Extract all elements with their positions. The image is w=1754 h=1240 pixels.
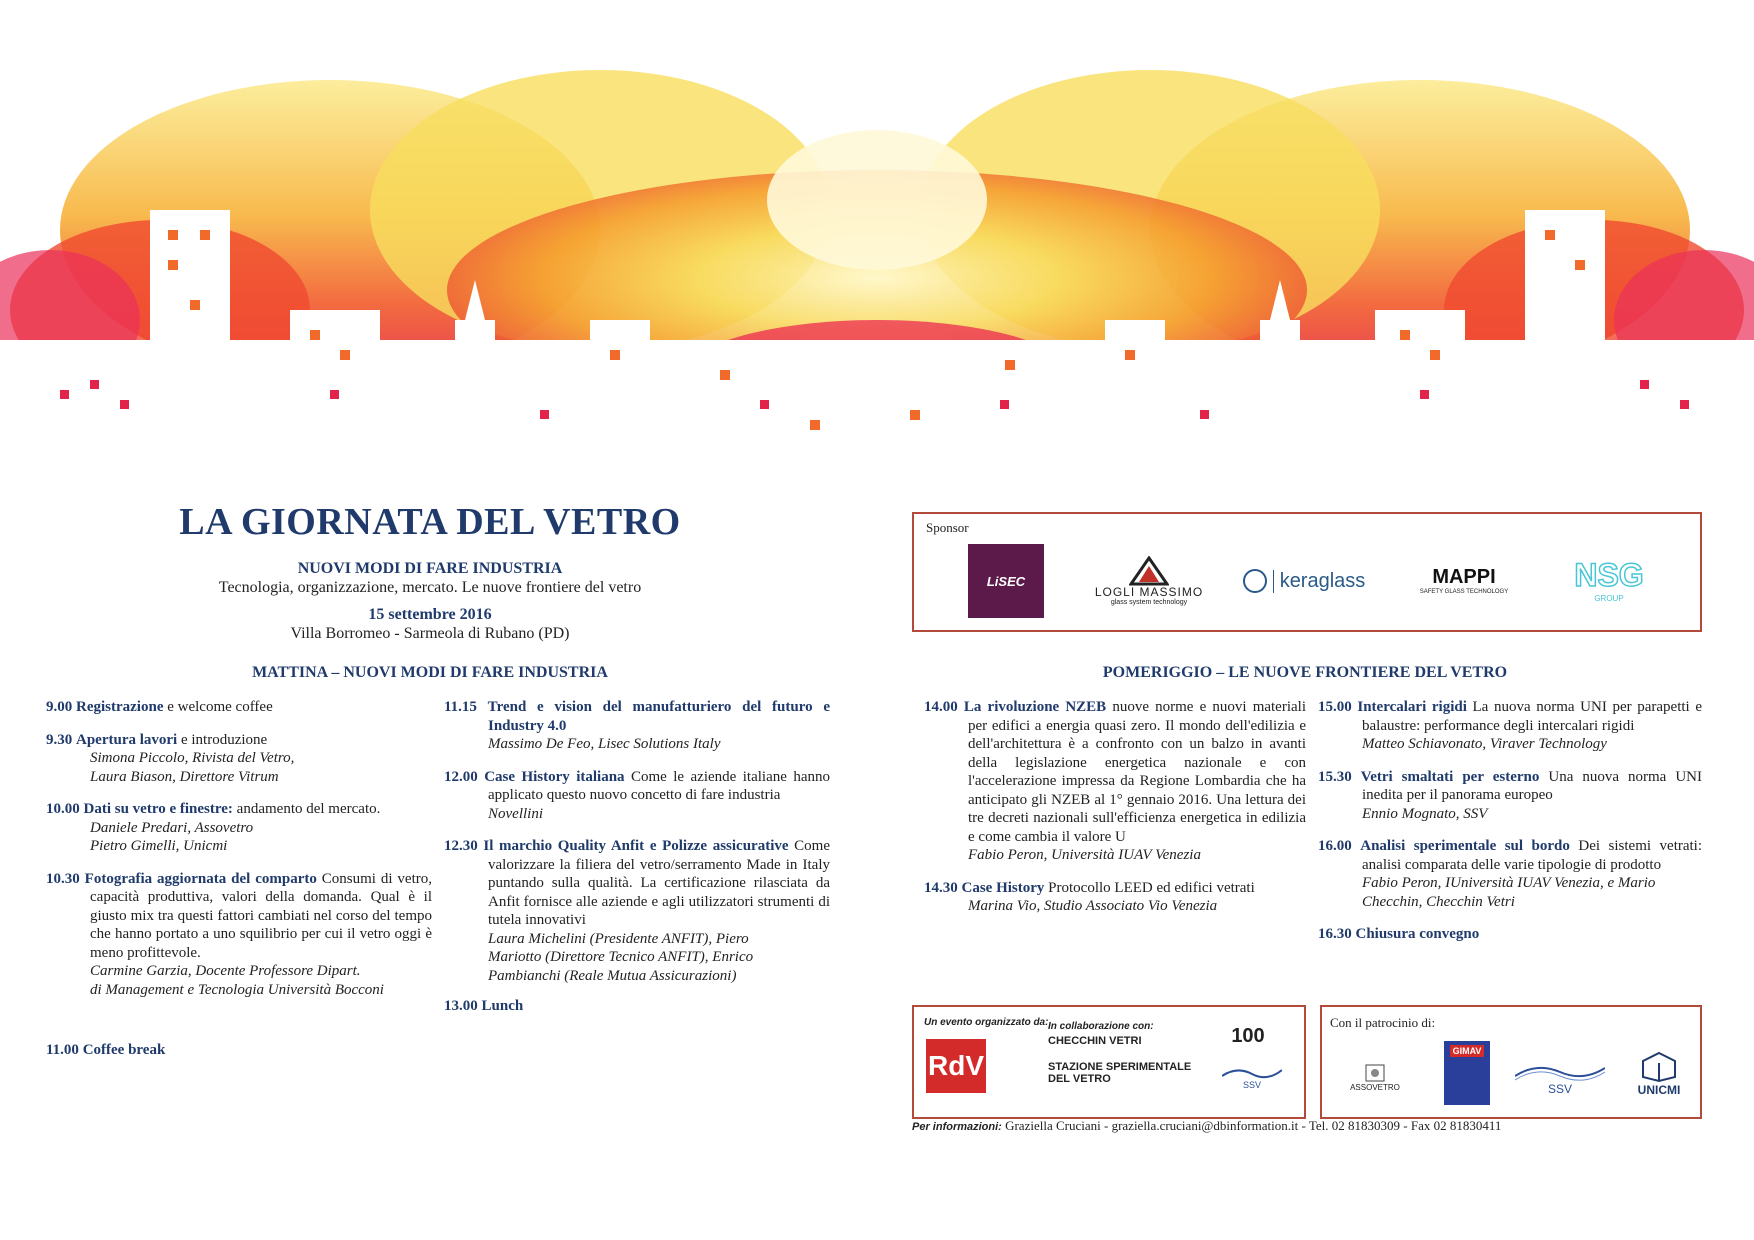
schedule-description: andamento del mercato. bbox=[232, 801, 381, 817]
schedule-time: 16.30 bbox=[1318, 926, 1352, 942]
schedule-description: Una nuova norma UNI inedita per il panorama europeo bbox=[1362, 768, 1702, 803]
rdv-logo bbox=[926, 1039, 986, 1093]
assovetro-crest-icon bbox=[1364, 1063, 1386, 1083]
schedule-speaker: Pambianchi (Reale Mutua Assicurazioni) bbox=[488, 967, 737, 984]
assovetro-logo bbox=[1330, 1051, 1420, 1103]
schedule-speaker: Checchin, Checchin Vetri bbox=[1362, 893, 1515, 910]
schedule-title: Fotografia aggiornata del comparto bbox=[84, 870, 317, 887]
schedule-title: Dati su vetro e finestre: bbox=[83, 801, 233, 817]
anniversary-badge-text: 100 bbox=[1231, 1024, 1265, 1047]
ssv-text: SSV bbox=[1547, 1082, 1572, 1096]
subtitle: NUOVI MODI DI FARE INDUSTRIA bbox=[297, 560, 563, 577]
schedule-item bbox=[444, 997, 830, 1016]
schedule-item bbox=[46, 698, 432, 717]
schedule-description: Consumi di vetro, capacità produttiva, valori della domanda. Qual è il giusto mix tra questi fattori cambiati nel corso del tempo che hanno portato a uno squilibrio per cui il vetro oggi è meno profittevole. bbox=[90, 870, 432, 961]
schedule-item-heading bbox=[1318, 925, 1702, 944]
schedule-description: La nuova norma UNI per parapetti e balaustre: performance degli intercalari rigidi bbox=[1362, 699, 1702, 734]
schedule-item-heading bbox=[46, 870, 432, 963]
schedule-item-heading bbox=[1318, 698, 1702, 735]
schedule-speaker: Daniele Predari, Assovetro bbox=[90, 819, 254, 836]
schedule-time: 11.00 bbox=[46, 1042, 79, 1058]
schedule-speaker: Laura Michelini (Presidente ANFIT), Piero bbox=[488, 930, 749, 947]
organizer-box bbox=[912, 1005, 1306, 1119]
schedule-time: 10.30 bbox=[46, 870, 80, 887]
unicmi-text: UNICMI bbox=[1637, 1083, 1681, 1097]
schedule-time: 12.30 bbox=[444, 838, 478, 854]
schedule-speaker: Fabio Peron, Università IUAV Venezia bbox=[968, 847, 1201, 863]
schedule-item bbox=[46, 870, 432, 1000]
logli-triangle-icon bbox=[1129, 556, 1169, 586]
collab-stazione: STAZIONE SPERIMENTALE DEL VETRO bbox=[1048, 1061, 1192, 1085]
lisec-logo-text: LiSEC bbox=[986, 573, 1026, 589]
logli-logo-text: LOGLI MASSIMO bbox=[1094, 585, 1204, 599]
schedule-item bbox=[924, 698, 1306, 865]
schedule-time: 13.00 bbox=[444, 998, 478, 1014]
event-date: 15 settembre 2016 bbox=[368, 606, 492, 623]
schedule-item-heading bbox=[444, 837, 830, 930]
schedule-title: Vetri smaltati per esterno bbox=[1360, 768, 1540, 785]
schedule-item bbox=[1318, 925, 1702, 944]
sponsor-box bbox=[912, 512, 1702, 632]
page-title: LA GIORNATA DEL VETRO bbox=[179, 501, 681, 543]
schedule-time: 9.00 bbox=[46, 699, 73, 715]
schedule-item-heading bbox=[1318, 837, 1702, 874]
schedule-speaker: Matteo Schiavonato, Viraver Technology bbox=[1362, 736, 1607, 752]
organizer-label: Un evento organizzato da: bbox=[924, 1017, 1049, 1028]
schedule-title: Analisi sperimentale sul bordo bbox=[1360, 838, 1570, 854]
gimav-text: GIMAV bbox=[1450, 1045, 1485, 1057]
mappi-logo-text: MAPPI bbox=[1432, 565, 1496, 588]
schedule-time: 15.00 bbox=[1318, 699, 1352, 715]
schedule-item-heading bbox=[444, 698, 830, 735]
schedule-item bbox=[46, 800, 432, 856]
ssv-wave-icon bbox=[1222, 1066, 1282, 1080]
schedule-speaker: Marina Vio, Studio Associato Vio Venezia bbox=[968, 898, 1218, 914]
schedule-speaker: Fabio Peron, IUniversità IUAV Venezia, e Mario bbox=[1362, 875, 1656, 891]
schedule-item bbox=[444, 837, 830, 985]
anniversary-badge bbox=[1228, 1021, 1268, 1051]
schedule-speaker: Carmine Garzia, Docente Professore Dipart. bbox=[90, 963, 361, 979]
schedule-time: 11.15 bbox=[444, 699, 477, 715]
footer-info bbox=[912, 1118, 1712, 1134]
schedule-time: 15.30 bbox=[1318, 768, 1352, 785]
patronage-label: Con il patrocinio di: bbox=[1330, 1015, 1436, 1030]
ssv-small-logo bbox=[1220, 1063, 1284, 1093]
afternoon-column-1 bbox=[924, 698, 1306, 916]
schedule-speaker: Mariotto (Direttore Tecnico ANFIT), Enrico bbox=[488, 949, 754, 965]
mappi-logo bbox=[1414, 550, 1514, 610]
schedule-title: Trend e vision del manufatturiero del futuro e Industry 4.0 bbox=[487, 699, 830, 734]
schedule-title: Apertura lavori bbox=[76, 731, 178, 748]
schedule-item-heading bbox=[924, 698, 1306, 846]
logli-massimo-logo bbox=[1094, 544, 1204, 618]
morning-column-2 bbox=[444, 698, 830, 1016]
schedule-item-heading bbox=[46, 698, 432, 717]
lisec-logo bbox=[968, 544, 1044, 618]
schedule-description: Protocollo LEED ed edifici vetrati bbox=[1044, 879, 1255, 896]
schedule-item bbox=[1318, 837, 1702, 911]
schedule-title: Intercalari rigidi bbox=[1357, 699, 1467, 715]
schedule-description: e welcome coffee bbox=[163, 699, 273, 715]
ssv-small-text: SSV bbox=[1242, 1080, 1261, 1090]
nsg-logo bbox=[1554, 550, 1664, 610]
schedule-time: 9.30 bbox=[46, 731, 73, 748]
nsg-logo-text: NSG bbox=[1574, 557, 1644, 593]
keraglass-icon bbox=[1243, 569, 1267, 593]
collab-label: In collaborazione con: bbox=[1048, 1021, 1154, 1032]
schedule-speaker: di Management e Tecnologia Università Bocconi bbox=[90, 981, 384, 998]
schedule-title: La rivoluzione NZEB bbox=[963, 699, 1107, 715]
schedule-title: Lunch bbox=[481, 998, 524, 1014]
schedule-time: 12.00 bbox=[444, 768, 478, 785]
schedule-title: Il marchio Quality Anfit e Polizze assicurative bbox=[483, 838, 789, 854]
unicmi-cube-icon bbox=[1641, 1051, 1677, 1083]
schedule-title: Registrazione bbox=[76, 699, 164, 715]
tagline: Tecnologia, organizzazione, mercato. Le nuove frontiere del vetro bbox=[218, 579, 642, 596]
schedule-item bbox=[444, 768, 830, 824]
ssv-wave-large-icon bbox=[1515, 1062, 1605, 1082]
schedule-title: Case History italiana bbox=[484, 768, 625, 785]
ssv-logo bbox=[1512, 1059, 1608, 1099]
schedule-speaker: Ennio Mognato, SSV bbox=[1362, 805, 1488, 822]
schedule-item-heading bbox=[1318, 768, 1702, 805]
hero-illustration bbox=[0, 60, 1754, 500]
schedule-description: e introduzione bbox=[177, 731, 268, 748]
patronage-box bbox=[1320, 1005, 1702, 1119]
afternoon-column-2 bbox=[1318, 698, 1702, 944]
event-venue: Villa Borromeo - Sarmeola di Rubano (PD) bbox=[290, 625, 570, 642]
schedule-time: 14.30 bbox=[924, 879, 958, 896]
schedule-time: 10.00 bbox=[46, 801, 80, 817]
schedule-item bbox=[444, 698, 830, 754]
schedule-speaker: Pietro Gimelli, Unicmi bbox=[90, 838, 228, 854]
schedule-speaker: Simona Piccolo, Rivista del Vetro, bbox=[90, 750, 295, 766]
schedule-item-heading bbox=[46, 1041, 432, 1060]
footer-text: Graziella Cruciani - graziella.cruciani@dbinformation.it - Tel. 02 81830309 - Fax 02 81830411 bbox=[1001, 1118, 1502, 1133]
schedule-description: nuove norme e nuovi materiali per edifici a energia quasi zero. Il mondo dell'edilizia e dell'architettura è a confronto con un balzo in avanti della legislazione energetica nazionale e con l'accelerazione impressa da Regione Lombardia che ha anticipato gli NZEB al 1° gennaio 2016. Una lettura dei tre decreti nazionali sull'efficienza energetica in edilizia e come cambia il valore U bbox=[968, 699, 1306, 845]
schedule-description: Come le aziende italiane hanno applicato questo nuovo concetto di fare industria bbox=[488, 768, 830, 803]
keraglass-logo bbox=[1234, 554, 1374, 608]
schedule-description: Come valorizzare la filiera del vetro/serramento Made in Italy puntando sulla qualità. La certificazione rilasciata da Anfit fornisce alle aziende e agli utilizzatori strumenti di tutela innovativi bbox=[488, 838, 830, 928]
schedule-item-heading bbox=[46, 731, 432, 750]
assovetro-text: ASSOVETRO bbox=[1350, 1082, 1400, 1092]
mappi-logo-sub: SAFETY GLASS TECHNOLOGY bbox=[1419, 588, 1509, 595]
schedule-title: Chiusura convegno bbox=[1355, 926, 1480, 942]
sponsor-label: Sponsor bbox=[926, 520, 969, 535]
schedule-time: 14.00 bbox=[924, 699, 958, 715]
morning-heading: MATTINA – NUOVI MODI DI FARE INDUSTRIA bbox=[252, 664, 608, 681]
rdv-logo-text: RdV bbox=[928, 1050, 984, 1081]
morning-column-1 bbox=[46, 698, 432, 1060]
schedule-title: Case History bbox=[961, 879, 1045, 896]
schedule-item bbox=[1318, 698, 1702, 754]
schedule-time: 16.00 bbox=[1318, 838, 1352, 854]
keraglass-logo-text: keraglass bbox=[1273, 570, 1366, 593]
schedule-speaker: Massimo De Feo, Lisec Solutions Italy bbox=[488, 736, 721, 752]
schedule-description: Dei sistemi vetrati: analisi comparata delle varie tipologie di prodotto bbox=[1362, 838, 1703, 873]
footer-label: Per informazioni: bbox=[912, 1121, 1002, 1133]
schedule-item bbox=[46, 1041, 432, 1060]
logli-logo-sub: glass system technology bbox=[1110, 599, 1188, 606]
gimav-logo bbox=[1444, 1041, 1490, 1105]
schedule-item-heading bbox=[444, 997, 830, 1016]
schedule-title: Coffee break bbox=[82, 1042, 166, 1058]
unicmi-logo bbox=[1626, 1043, 1692, 1105]
afternoon-heading: POMERIGGIO – LE NUOVE FRONTIERE DEL VETRO bbox=[1102, 664, 1508, 681]
collab-checchin: CHECCHIN VETRI bbox=[1048, 1035, 1142, 1047]
schedule-item-heading bbox=[46, 800, 432, 819]
schedule-item bbox=[46, 731, 432, 787]
schedule-item-heading bbox=[924, 879, 1306, 898]
schedule-item bbox=[1318, 768, 1702, 824]
schedule-item-heading bbox=[444, 768, 830, 805]
nsg-logo-sub: GROUP bbox=[1594, 594, 1624, 603]
schedule-speaker: Novellini bbox=[488, 805, 543, 822]
schedule-speaker: Laura Biason, Direttore Vitrum bbox=[90, 768, 279, 785]
schedule-item bbox=[924, 879, 1306, 916]
